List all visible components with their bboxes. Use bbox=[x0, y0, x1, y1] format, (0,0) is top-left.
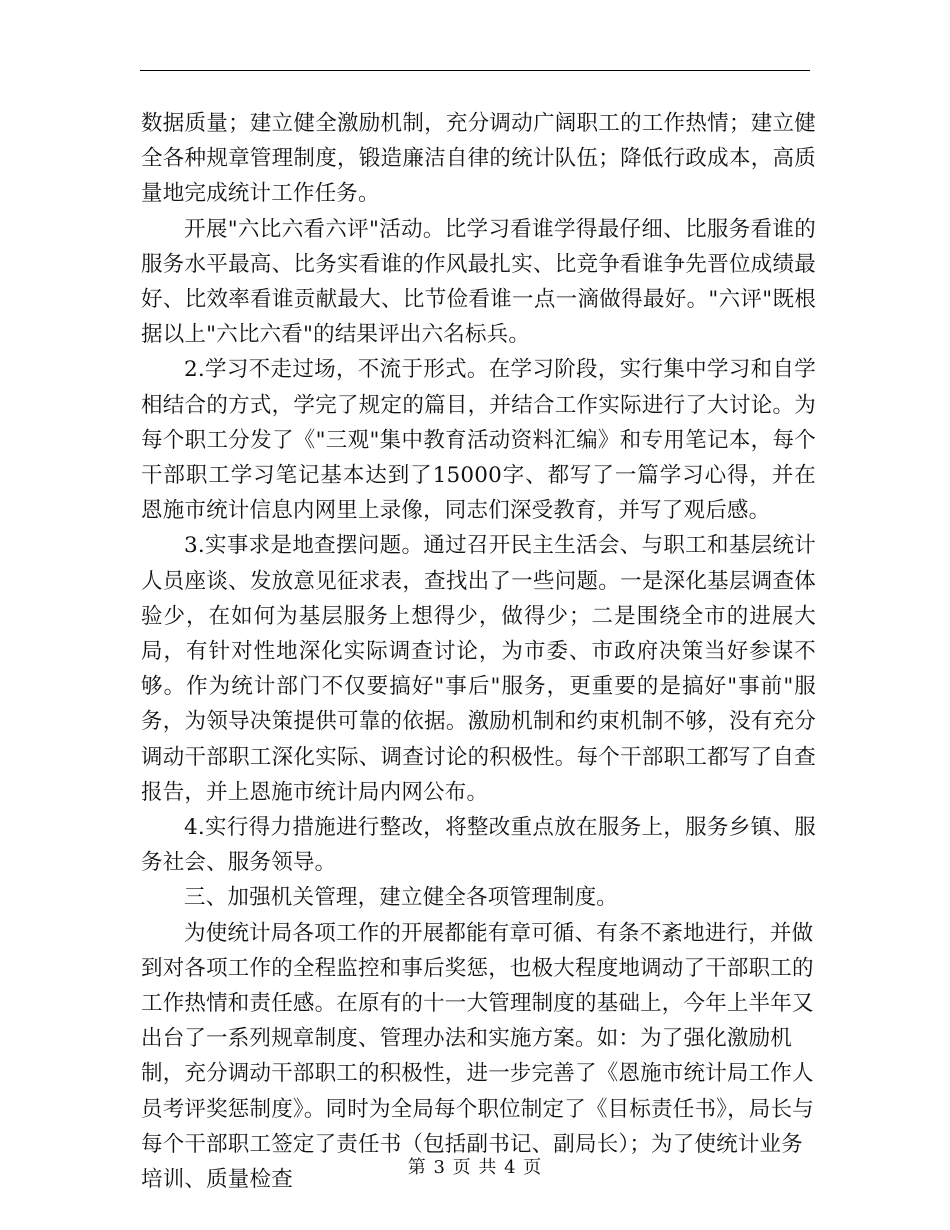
paragraph-continuation: 数据质量；建立健全激励机制，充分调动广阔职工的工作热情；建立健全各种规章管理制度，锻造廉洁自律的统计队伍；降低行政成本，高质量地完成统计工作任务。 bbox=[141, 111, 816, 207]
paragraph-item-2: 2.学习不走过场，不流于形式。在学习阶段，实行集中学习和自学相结合的方式，学完了规定的篇目，并结合工作实际进行了大讨论。为每个职工分发了《"三观"集中教育活动资料汇编》和专用笔记本，每个干部职工学习笔记基本达到了15000字、都写了一篇学习心得，并在恩施市统计信息内网里上录像，同志们深受教育，并写了观后感。 bbox=[141, 357, 816, 524]
paragraph-six-comparisons: 开展"六比六看六评"活动。比学习看谁学得最仔细、比服务看谁的服务水平最高、比务实看谁的作风最扎实、比竞争看谁争先晋位成绩最好、比效率看谁贡献最大、比节俭看谁一点一滴做得最好。"六评"既根据以上"六比六看"的结果评出六名标兵。 bbox=[141, 216, 816, 348]
paragraph-item-4: 4.实行得力措施进行整改，将整改重点放在服务上，服务乡镇、服务社会、服务领导。 bbox=[141, 815, 816, 876]
section-heading-3: 三、加强机关管理，建立健全各项管理制度。 bbox=[184, 885, 619, 911]
page-number: 第 3 页 共 4 页 bbox=[407, 1157, 543, 1178]
header-rule bbox=[140, 70, 810, 71]
paragraph-management: 为使统计局各项工作的开展都能有章可循、有条不紊地进行，并做到对各项工作的全程监控和事后奖惩，也极大程度地调动了干部职工的工作热情和责任感。在原有的十一大管理制度的基础上，今年上半年又出台了一系列规章制度、管理办法和实施方案。如：为了强化激励机制，充分调动干部职工的积极性，进一步完善了《恩施市统计局工作人员考评奖惩制度》。同时为全局每个职位制定了《目标责任书》，局长与每个干部职工签定了责任书（包括副书记、副局长）；为了使统计业务培训、质量检查 bbox=[141, 920, 814, 1193]
paragraph-item-3: 3.实事求是地查摆问题。通过召开民主生活会、与职工和基层统计人员座谈、发放意见征求表，查找出了一些问题。一是深化基层调查体验少，在如何为基层服务上想得少，做得少；二是围绕全市的进展大局，有针对性地深化实际调查讨论，为市委、市政府决策当好参谋不够。作为统计部门不仅要搞好"事后"服务，更重要的是搞好"事前"服务，为领导决策提供可靠的依据。激励机制和约束机制不够，没有充分调动干部职工深化实际、调查讨论的积极性。每个干部职工都写了自查报告，并上恩施市统计局内网公布。 bbox=[141, 533, 816, 805]
document-body bbox=[141, 106, 816, 1197]
